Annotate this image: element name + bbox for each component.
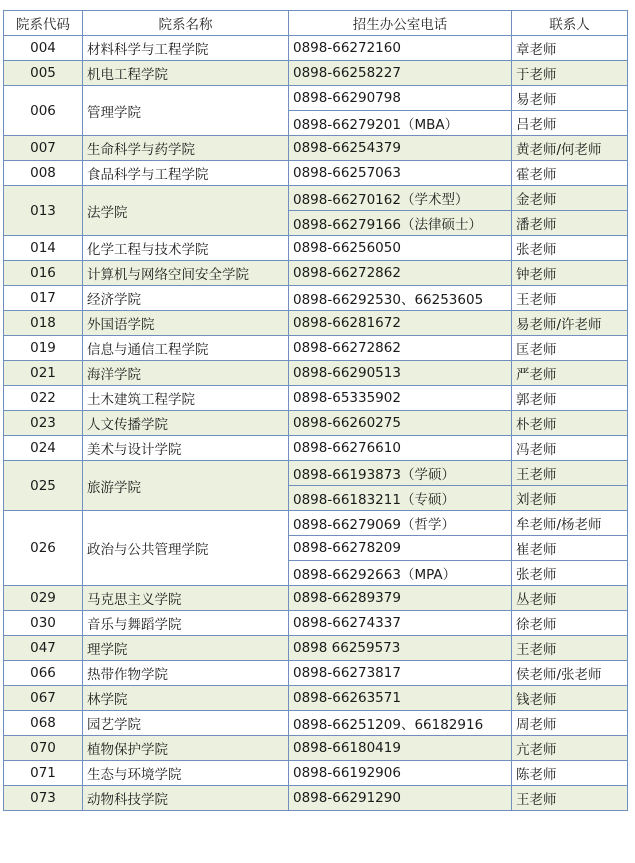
- contact-person-cell: 崔老师: [512, 536, 628, 561]
- phone-cell: 0898-66270162（学术型）: [289, 186, 512, 211]
- table-row: [4, 711, 628, 736]
- dept-code-cell: 023: [4, 411, 83, 436]
- phone-cell: 0898-66279166（法律硕士）: [289, 211, 512, 236]
- dept-name-cell: 生态与环境学院: [83, 761, 289, 786]
- phone-cell: 0898-66180419: [289, 736, 512, 761]
- table-row: [4, 86, 628, 111]
- dept-code-cell: 004: [4, 36, 83, 61]
- phone-cell: 0898-66251209、66182916: [289, 711, 512, 736]
- dept-name-cell: 经济学院: [83, 286, 289, 311]
- table-row: [4, 411, 628, 436]
- dept-code-cell: 024: [4, 436, 83, 461]
- table-row: [4, 511, 628, 536]
- dept-code-cell: 026: [4, 511, 83, 586]
- phone-cell: 0898-66273817: [289, 661, 512, 686]
- dept-name-cell: 植物保护学院: [83, 736, 289, 761]
- phone-cell: 0898-66272862: [289, 336, 512, 361]
- phone-cell: 0898-66274337: [289, 611, 512, 636]
- phone-cell: 0898-65335902: [289, 386, 512, 411]
- dept-name-cell: 园艺学院: [83, 711, 289, 736]
- dept-code-cell: 022: [4, 386, 83, 411]
- table-row: [4, 236, 628, 261]
- contact-person-cell: 王老师: [512, 461, 628, 486]
- table-row: [4, 136, 628, 161]
- phone-cell: 0898-66290513: [289, 361, 512, 386]
- contact-person-cell: 侯老师/张老师: [512, 661, 628, 686]
- phone-cell: 0898-66254379: [289, 136, 512, 161]
- dept-name-cell: 林学院: [83, 686, 289, 711]
- phone-cell: 0898-66183211（专硕）: [289, 486, 512, 511]
- contact-person-cell: 黄老师/何老师: [512, 136, 628, 161]
- phone-cell: 0898-66260275: [289, 411, 512, 436]
- dept-name-cell: 食品科学与工程学院: [83, 161, 289, 186]
- dept-code-cell: 025: [4, 461, 83, 511]
- dept-name-cell: 机电工程学院: [83, 61, 289, 86]
- contact-person-cell: 郭老师: [512, 386, 628, 411]
- contact-person-cell: 严老师: [512, 361, 628, 386]
- dept-name-cell: 材料科学与工程学院: [83, 36, 289, 61]
- contact-person-cell: 易老师: [512, 86, 628, 111]
- phone-cell: 0898-66281672: [289, 311, 512, 336]
- dept-name-cell: 土木建筑工程学院: [83, 386, 289, 411]
- dept-name-cell: 外国语学院: [83, 311, 289, 336]
- dept-code-cell: 016: [4, 261, 83, 286]
- table-row: [4, 261, 628, 286]
- contact-person-cell: 亢老师: [512, 736, 628, 761]
- table-row: [4, 586, 628, 611]
- dept-name-cell: 音乐与舞蹈学院: [83, 611, 289, 636]
- dept-code-cell: 066: [4, 661, 83, 686]
- phone-cell: 0898-66263571: [289, 686, 512, 711]
- contact-person-cell: 朴老师: [512, 411, 628, 436]
- dept-name-cell: 计算机与网络空间安全学院: [83, 261, 289, 286]
- contact-person-cell: 张老师: [512, 236, 628, 261]
- dept-code-cell: 017: [4, 286, 83, 311]
- dept-code-cell: 021: [4, 361, 83, 386]
- contact-person-cell: 牟老师/杨老师: [512, 511, 628, 536]
- contact-person-cell: 陈老师: [512, 761, 628, 786]
- table-row: [4, 336, 628, 361]
- dept-name-cell: 人文传播学院: [83, 411, 289, 436]
- contact-person-cell: 冯老师: [512, 436, 628, 461]
- dept-name-cell: 政治与公共管理学院: [83, 511, 289, 586]
- dept-name-cell: 信息与通信工程学院: [83, 336, 289, 361]
- dept-code-cell: 006: [4, 86, 83, 136]
- table-row: [4, 36, 628, 61]
- phone-cell: 0898-66276610: [289, 436, 512, 461]
- dept-name-cell: 美术与设计学院: [83, 436, 289, 461]
- phone-cell: 0898-66289379: [289, 586, 512, 611]
- dept-code-cell: 007: [4, 136, 83, 161]
- contact-person-cell: 金老师: [512, 186, 628, 211]
- contact-person-cell: 霍老师: [512, 161, 628, 186]
- dept-code-cell: 073: [4, 786, 83, 811]
- table-row: [4, 61, 628, 86]
- table-header-row: [4, 11, 628, 36]
- dept-code-cell: 030: [4, 611, 83, 636]
- table-row: [4, 636, 628, 661]
- header-dept-name: 院系名称: [83, 11, 289, 36]
- phone-cell: 0898-66292530、66253605: [289, 286, 512, 311]
- dept-code-cell: 014: [4, 236, 83, 261]
- contact-person-cell: 匡老师: [512, 336, 628, 361]
- contact-person-cell: 张老师: [512, 561, 628, 586]
- dept-name-cell: 生命科学与药学院: [83, 136, 289, 161]
- header-dept-code: 院系代码: [4, 11, 83, 36]
- dept-code-cell: 008: [4, 161, 83, 186]
- table-row: [4, 661, 628, 686]
- dept-name-cell: 理学院: [83, 636, 289, 661]
- table-row: [4, 161, 628, 186]
- phone-cell: 0898-66279069（哲学）: [289, 511, 512, 536]
- contact-person-cell: 吕老师: [512, 111, 628, 136]
- table-row: [4, 386, 628, 411]
- contact-person-cell: 于老师: [512, 61, 628, 86]
- dept-name-cell: 海洋学院: [83, 361, 289, 386]
- table-row: [4, 461, 628, 486]
- phone-cell: 0898-66291290: [289, 786, 512, 811]
- contact-person-cell: 潘老师: [512, 211, 628, 236]
- table-row: [4, 761, 628, 786]
- dept-name-cell: 管理学院: [83, 86, 289, 136]
- dept-name-cell: 马克思主义学院: [83, 586, 289, 611]
- header-contact-person: 联系人: [512, 11, 628, 36]
- phone-cell: 0898-66292663（MPA）: [289, 561, 512, 586]
- contact-person-cell: 徐老师: [512, 611, 628, 636]
- contact-person-cell: 章老师: [512, 36, 628, 61]
- dept-name-cell: 化学工程与技术学院: [83, 236, 289, 261]
- dept-code-cell: 029: [4, 586, 83, 611]
- contact-person-cell: 王老师: [512, 636, 628, 661]
- dept-code-cell: 019: [4, 336, 83, 361]
- table-row: [4, 736, 628, 761]
- phone-cell: 0898-66272862: [289, 261, 512, 286]
- phone-cell: 0898 66259573: [289, 636, 512, 661]
- contact-person-cell: 钱老师: [512, 686, 628, 711]
- phone-cell: 0898-66258227: [289, 61, 512, 86]
- table-row: [4, 786, 628, 811]
- header-phone: 招生办公室电话: [289, 11, 512, 36]
- phone-cell: 0898-66290798: [289, 86, 512, 111]
- phone-cell: 0898-66193873（学硕）: [289, 461, 512, 486]
- table-row: [4, 611, 628, 636]
- phone-cell: 0898-66272160: [289, 36, 512, 61]
- contact-person-cell: 王老师: [512, 786, 628, 811]
- dept-code-cell: 047: [4, 636, 83, 661]
- dept-code-cell: 018: [4, 311, 83, 336]
- contact-person-cell: 王老师: [512, 286, 628, 311]
- phone-cell: 0898-66257063: [289, 161, 512, 186]
- contact-table: [3, 10, 628, 811]
- phone-cell: 0898-66279201（MBA）: [289, 111, 512, 136]
- phone-cell: 0898-66278209: [289, 536, 512, 561]
- dept-code-cell: 013: [4, 186, 83, 236]
- table-body: [4, 36, 628, 811]
- dept-name-cell: 旅游学院: [83, 461, 289, 511]
- dept-code-cell: 005: [4, 61, 83, 86]
- dept-code-cell: 068: [4, 711, 83, 736]
- table-row: [4, 686, 628, 711]
- dept-name-cell: 动物科技学院: [83, 786, 289, 811]
- phone-cell: 0898-66256050: [289, 236, 512, 261]
- dept-code-cell: 071: [4, 761, 83, 786]
- contact-person-cell: 丛老师: [512, 586, 628, 611]
- table-row: [4, 311, 628, 336]
- phone-cell: 0898-66192906: [289, 761, 512, 786]
- dept-code-cell: 070: [4, 736, 83, 761]
- table-row: [4, 186, 628, 211]
- table-row: [4, 436, 628, 461]
- dept-name-cell: 热带作物学院: [83, 661, 289, 686]
- table-row: [4, 361, 628, 386]
- contact-person-cell: 钟老师: [512, 261, 628, 286]
- contact-person-cell: 易老师/许老师: [512, 311, 628, 336]
- dept-code-cell: 067: [4, 686, 83, 711]
- contact-person-cell: 周老师: [512, 711, 628, 736]
- table-row: [4, 286, 628, 311]
- dept-name-cell: 法学院: [83, 186, 289, 236]
- contact-person-cell: 刘老师: [512, 486, 628, 511]
